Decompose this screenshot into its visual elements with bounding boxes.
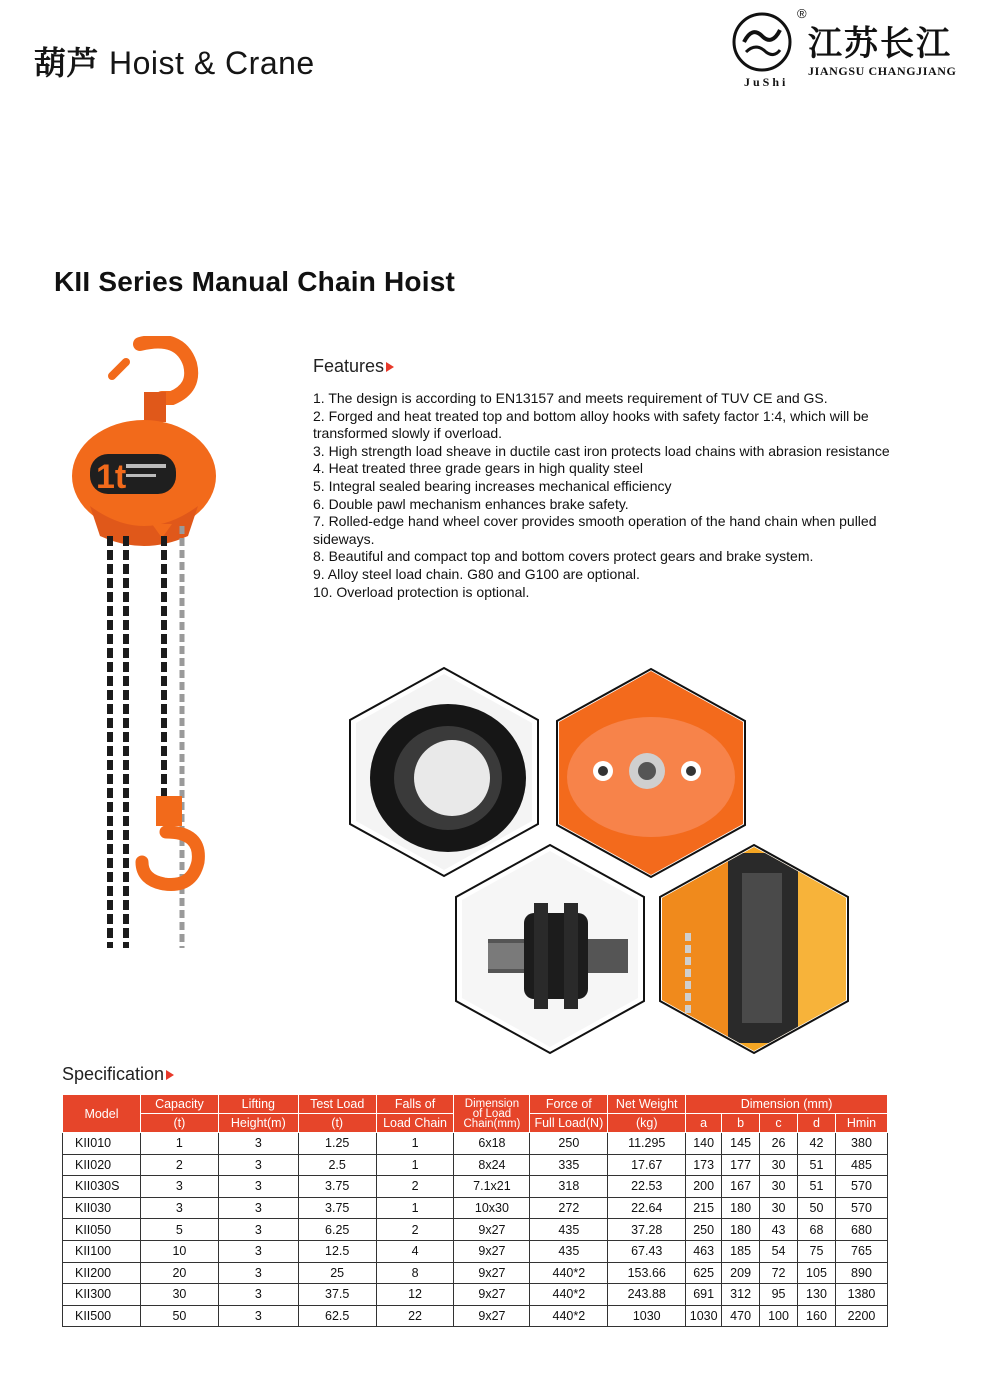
table-cell: 463 [686,1240,722,1262]
table-cell: 6.25 [298,1219,376,1241]
table-cell: 1030 [608,1305,686,1327]
table-row [63,1305,888,1327]
table-cell: 22.64 [608,1197,686,1219]
table-cell: 25 [298,1262,376,1284]
table-cell: 570 [835,1176,887,1198]
table-cell: 200 [686,1176,722,1198]
header-lifting-unit: Height(m) [218,1114,298,1133]
triangle-arrow-icon [386,362,394,372]
table-cell: 890 [835,1262,887,1284]
table-cell: 318 [530,1176,608,1198]
table-cell: 3 [140,1176,218,1198]
header-capacity: Capacity [140,1095,218,1114]
table-cell: 50 [140,1305,218,1327]
table-cell: 440*2 [530,1262,608,1284]
feature-item: 6. Double pawl mechanism enhances brake safety. [313,495,629,512]
logo-arc-text: JuShi [744,75,789,88]
table-cell: 2 [376,1176,454,1198]
table-cell: 3 [140,1197,218,1219]
header-b: b [722,1114,760,1133]
header-force-unit: Full Load(N) [530,1114,608,1133]
table-cell: 3 [218,1240,298,1262]
table-cell: 3.75 [298,1197,376,1219]
table-cell: 145 [722,1133,760,1155]
header-dim-chain: Dimension of Load Chain(mm) [454,1095,530,1133]
feature-item: 10. Overload protection is optional. [313,583,530,600]
table-row [63,1240,888,1262]
table-cell: 30 [760,1176,798,1198]
table-cell: 3 [218,1284,298,1306]
table-cell: 440*2 [530,1305,608,1327]
table-cell: 1.25 [298,1133,376,1155]
specification-table-body [63,1133,888,1327]
feature-item: 7. Rolled-edge hand wheel cover provides smooth operation of the hand chain when pulled sideways. [313,513,877,547]
table-cell: 470 [722,1305,760,1327]
table-cell: 153.66 [608,1262,686,1284]
table-cell: 250 [530,1133,608,1155]
table-cell: 570 [835,1197,887,1219]
header-test-load-unit: (t) [298,1114,376,1133]
table-cell: 335 [530,1154,608,1176]
table-cell: 177 [722,1154,760,1176]
table-cell: KII020 [63,1154,141,1176]
feature-item: 5. Integral sealed bearing increases mechanical efficiency [313,477,672,494]
table-row [63,1262,888,1284]
table-cell: 10x30 [454,1197,530,1219]
table-cell: 11.295 [608,1133,686,1155]
brand-cn: 葫芦 [34,44,100,82]
table-cell: 130 [798,1284,836,1306]
table-cell: 22 [376,1305,454,1327]
table-cell: 30 [760,1154,798,1176]
brand-en: Hoist & Crane [109,45,315,81]
header-test-load: Test Load [298,1095,376,1114]
table-cell: 3 [218,1197,298,1219]
table-cell: 1380 [835,1284,887,1306]
table-header-row [63,1095,888,1114]
table-row [63,1176,888,1198]
table-cell: 4 [376,1240,454,1262]
table-row [63,1154,888,1176]
table-cell: 435 [530,1240,608,1262]
table-cell: 2 [140,1154,218,1176]
table-cell: 2200 [835,1305,887,1327]
table-cell: 243.88 [608,1284,686,1306]
table-cell: 9x27 [454,1284,530,1306]
table-cell: 2 [376,1219,454,1241]
table-cell: 485 [835,1154,887,1176]
table-cell: 17.67 [608,1154,686,1176]
table-cell: 3 [218,1133,298,1155]
table-cell: 72 [760,1262,798,1284]
table-cell: 1 [376,1154,454,1176]
table-cell: 167 [722,1176,760,1198]
header-a: a [686,1114,722,1133]
table-cell: 1 [376,1133,454,1155]
features-list [313,390,903,601]
table-cell: 625 [686,1262,722,1284]
page-title: KII Series Manual Chain Hoist [54,266,455,297]
table-cell: 215 [686,1197,722,1219]
triangle-arrow-icon [166,1070,174,1080]
features-heading: Features [313,356,394,377]
table-cell: 312 [722,1284,760,1306]
table-cell: 105 [798,1262,836,1284]
table-cell: 272 [530,1197,608,1219]
table-cell: 3 [218,1262,298,1284]
table-row [63,1133,888,1155]
table-cell: 9x27 [454,1262,530,1284]
table-cell: 1030 [686,1305,722,1327]
brake-cover-photo [658,843,850,1055]
table-cell: 180 [722,1219,760,1241]
table-cell: 37.28 [608,1219,686,1241]
logo-english-text: JIANGSU CHANGJIANG [808,64,957,78]
header-d: d [798,1114,836,1133]
table-cell: KII030S [63,1176,141,1198]
table-cell: 5 [140,1219,218,1241]
table-cell: 9x27 [454,1305,530,1327]
specification-heading: Specification [62,1064,174,1085]
table-cell: 75 [798,1240,836,1262]
table-cell: 7.1x21 [454,1176,530,1198]
table-cell: 6x18 [454,1133,530,1155]
table-cell: 9x27 [454,1240,530,1262]
table-cell: 51 [798,1176,836,1198]
table-cell: 8x24 [454,1154,530,1176]
table-cell: KII030 [63,1197,141,1219]
header-force: Force of [530,1095,608,1114]
table-cell: 3 [218,1176,298,1198]
feature-item: 3. High strength load sheave in ductile cast iron protects load chains with abrasion resistance [313,442,890,459]
table-row [63,1219,888,1241]
table-cell: 10 [140,1240,218,1262]
header-lifting: Lifting [218,1095,298,1114]
registered-mark: ® [797,6,807,21]
table-row [63,1197,888,1219]
table-cell: 250 [686,1219,722,1241]
table-cell: 9x27 [454,1219,530,1241]
table-row [63,1284,888,1306]
table-cell: 3.75 [298,1176,376,1198]
table-cell: KII100 [63,1240,141,1262]
table-cell: KII200 [63,1262,141,1284]
table-cell: 180 [722,1197,760,1219]
header-falls-unit: Load Chain [376,1114,454,1133]
header-c: c [760,1114,798,1133]
table-cell: 43 [760,1219,798,1241]
feature-item: 8. Beautiful and compact top and bottom covers protect gears and brake system. [313,548,814,565]
chain-hoist-image [60,336,240,956]
hoist-capacity-label: 1t [96,458,127,496]
table-cell: 50 [798,1197,836,1219]
table-cell: 440*2 [530,1284,608,1306]
header-weight-unit: (kg) [608,1114,686,1133]
table-cell: 62.5 [298,1305,376,1327]
table-cell: 42 [798,1133,836,1155]
table-cell: 435 [530,1219,608,1241]
table-cell: 3 [218,1219,298,1241]
table-cell: 1 [140,1133,218,1155]
header-weight: Net Weight [608,1095,686,1114]
table-cell: 22.53 [608,1176,686,1198]
table-cell: 185 [722,1240,760,1262]
table-cell: 209 [722,1262,760,1284]
table-cell: 37.5 [298,1284,376,1306]
table-cell: 12 [376,1284,454,1306]
table-cell: KII500 [63,1305,141,1327]
table-cell: 20 [140,1262,218,1284]
header-model: Model [63,1095,141,1133]
feature-item: 9. Alloy steel load chain. G80 and G100 are optional. [313,565,640,582]
table-cell: 12.5 [298,1240,376,1262]
header-capacity-unit: (t) [140,1114,218,1133]
feature-item: 4. Heat treated three grade gears in high quality steel [313,460,643,477]
table-cell: 100 [760,1305,798,1327]
header-falls: Falls of [376,1095,454,1114]
table-cell: 140 [686,1133,722,1155]
table-cell: 30 [760,1197,798,1219]
table-cell: KII050 [63,1219,141,1241]
table-cell: 3 [218,1154,298,1176]
table-cell: 8 [376,1262,454,1284]
table-cell: 680 [835,1219,887,1241]
table-cell: 51 [798,1154,836,1176]
header-dimension: Dimension (mm) [686,1095,888,1114]
table-cell: 30 [140,1284,218,1306]
table-cell: KII010 [63,1133,141,1155]
table-cell: 765 [835,1240,887,1262]
load-sheave-photo [454,843,646,1055]
table-cell: 1 [376,1197,454,1219]
table-cell: 68 [798,1219,836,1241]
header-hmin: Hmin [835,1114,887,1133]
brand-title [34,38,315,84]
table-cell: 3 [218,1305,298,1327]
logo-chinese-text: 江苏长江 [808,24,952,64]
table-cell: 691 [686,1284,722,1306]
table-cell: 160 [798,1305,836,1327]
table-cell: 380 [835,1133,887,1155]
table-cell: 54 [760,1240,798,1262]
table-cell: 26 [760,1133,798,1155]
table-cell: 2.5 [298,1154,376,1176]
feature-item: 1. The design is according to EN13157 and meets requirement of TUV CE and GS. [313,390,828,406]
table-cell: 67.43 [608,1240,686,1262]
feature-item: 2. Forged and heat treated top and bottom alloy hooks with safety factor 1:4, which will be transformed slowly if overload. [313,407,869,442]
table-cell: 173 [686,1154,722,1176]
table-cell: KII300 [63,1284,141,1306]
specification-table [62,1094,888,1327]
table-cell: 95 [760,1284,798,1306]
